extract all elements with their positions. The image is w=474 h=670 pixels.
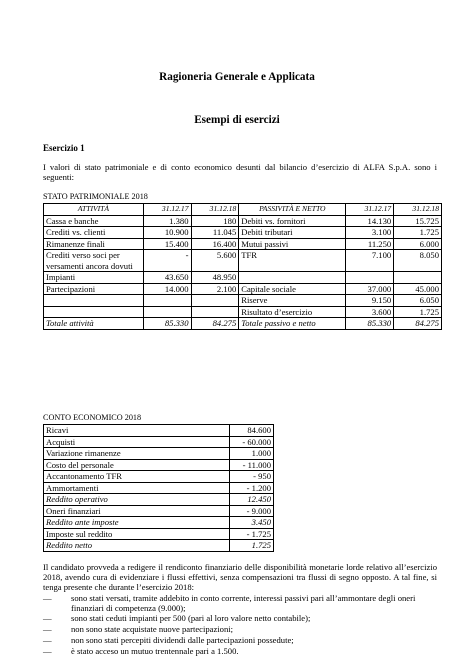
- list-item-text: è stato acceso un mutuo trentennale pari a 1.500.: [71, 646, 239, 656]
- document-subtitle: Esempi di esercizi: [194, 114, 280, 126]
- table-cell: 37.000: [346, 283, 394, 295]
- item-value: 3.450: [230, 517, 274, 529]
- table-cell: 10.900: [143, 227, 191, 239]
- income-statement-table: [43, 424, 274, 552]
- table-row: [44, 215, 442, 227]
- table-cell: Capitale sociale: [239, 283, 346, 295]
- table-cell: Cassa e banche: [44, 215, 144, 227]
- table-cell: [44, 306, 144, 318]
- list-item-text: non sono stati percepiti dividendi dalle partecipazioni possedute;: [71, 635, 294, 645]
- item-label: Ammortamenti: [44, 482, 230, 494]
- total-cell: 84.275: [191, 318, 239, 330]
- table-row: [44, 494, 274, 506]
- dash-marker: —: [43, 624, 52, 634]
- item-label: Reddito ante imposte: [44, 517, 230, 529]
- item-label: Ricavi: [44, 425, 230, 437]
- table-cell: 1.725: [394, 227, 442, 239]
- header-cell: ATTIVITÀ: [44, 204, 144, 216]
- table-cell: [394, 272, 442, 284]
- item-label: Imposte sul reddito: [44, 528, 230, 540]
- table-row: [44, 425, 274, 437]
- table-cell: [191, 295, 239, 307]
- dash-marker: —: [43, 613, 52, 623]
- table-row: [44, 459, 274, 471]
- table-row: [44, 448, 274, 460]
- table-cell: Impianti: [44, 272, 144, 284]
- table-row: [44, 482, 274, 494]
- table-cell: Mutui passivi: [239, 238, 346, 250]
- table-header-row: [44, 204, 442, 216]
- item-value: - 9.000: [230, 505, 274, 517]
- table-cell: 14.130: [346, 215, 394, 227]
- dash-marker: —: [43, 646, 52, 656]
- table-row: [44, 295, 442, 307]
- item-value: 1.000: [230, 448, 274, 460]
- table-cell: 14.000: [143, 283, 191, 295]
- table-cell: -: [143, 250, 191, 272]
- table-cell: 1.725: [394, 306, 442, 318]
- header-cell: PASSIVITÀ E NETTO: [239, 204, 346, 216]
- balance-sheet-caption: STATO PATRIMONIALE 2018: [43, 192, 148, 201]
- table-cell: [44, 295, 144, 307]
- table-cell: Risultato d’esercizio: [239, 306, 346, 318]
- item-label: Oneri finanziari: [44, 505, 230, 517]
- item-value: 12.450: [230, 494, 274, 506]
- table-cell: 180: [191, 215, 239, 227]
- table-cell: 43.650: [143, 272, 191, 284]
- item-label: Variazione rimanenze: [44, 448, 230, 460]
- list-item-text: sono stati ceduti impianti per 500 (pari al loro valore netto contabile);: [71, 613, 311, 623]
- table-cell: [143, 295, 191, 307]
- table-row: [44, 272, 442, 284]
- table-cell: Rimanenze finali: [44, 238, 144, 250]
- table-cell: 8.050: [394, 250, 442, 272]
- table-cell: 6.050: [394, 295, 442, 307]
- table-cell: 2.100: [191, 283, 239, 295]
- table-cell: 16.400: [191, 238, 239, 250]
- item-value: 1.725: [230, 540, 274, 552]
- table-cell: 3.600: [346, 306, 394, 318]
- list-item-text: sono stati versati, tramite addebito in conto corrente, interessi passivi pari all’ammontare degli oneri finanziari di competenza (9.000);: [71, 593, 416, 614]
- table-row: [44, 528, 274, 540]
- table-row: [44, 238, 442, 250]
- table-cell: Riserve: [239, 295, 346, 307]
- table-cell: [239, 272, 346, 284]
- table-row: [44, 436, 274, 448]
- header-cell: 31.12.18: [394, 204, 442, 216]
- table-row: [44, 306, 442, 318]
- table-cell: 9.150: [346, 295, 394, 307]
- header-cell: 31.12.17: [346, 204, 394, 216]
- item-value: - 60.000: [230, 436, 274, 448]
- table-row: [44, 250, 442, 272]
- list-item-text: non sono state acquistate nuove partecipazioni;: [71, 624, 234, 634]
- item-value: - 950: [230, 471, 274, 483]
- item-value: 84.600: [230, 425, 274, 437]
- total-cell: Totale attività: [44, 318, 144, 330]
- exercise-heading: Esercizio 1: [43, 143, 85, 153]
- table-cell: TFR: [239, 250, 346, 272]
- dash-marker: —: [43, 635, 52, 645]
- item-value: - 11.000: [230, 459, 274, 471]
- table-cell: Debiti tributari: [239, 227, 346, 239]
- dash-marker: —: [43, 593, 52, 603]
- document-title: Ragioneria Generale e Applicata: [159, 71, 315, 83]
- table-row: [44, 283, 442, 295]
- table-cell: 48.950: [191, 272, 239, 284]
- item-label: Reddito netto: [44, 540, 230, 552]
- table-cell: 45.000: [394, 283, 442, 295]
- table-cell: 15.725: [394, 215, 442, 227]
- table-cell: 1.380: [143, 215, 191, 227]
- table-cell: Debiti vs. fornitori: [239, 215, 346, 227]
- table-row: [44, 471, 274, 483]
- table-cell: [346, 272, 394, 284]
- header-cell: 31.12.17: [143, 204, 191, 216]
- item-value: - 1.200: [230, 482, 274, 494]
- table-cell: [143, 306, 191, 318]
- table-cell: Crediti verso soci per versamenti ancora dovuti: [44, 250, 144, 272]
- table-cell: 7.100: [346, 250, 394, 272]
- table-row: [44, 540, 274, 552]
- total-cell: 85.330: [346, 318, 394, 330]
- intro-paragraph: I valori di stato patrimoniale e di conto economico desunti dal bilancio d’esercizio di ALFA S.p.A. sono i seguenti:: [43, 162, 437, 183]
- table-cell: 11.045: [191, 227, 239, 239]
- table-cell: 6.000: [394, 238, 442, 250]
- table-row: [44, 517, 274, 529]
- income-statement-caption: CONTO ECONOMICO 2018: [43, 413, 142, 422]
- total-cell: Totale passivo e netto: [239, 318, 346, 330]
- table-cell: Crediti vs. clienti: [44, 227, 144, 239]
- total-row: [44, 318, 442, 330]
- item-label: Reddito operativo: [44, 494, 230, 506]
- table-row: [44, 227, 442, 239]
- header-cell: 31.12.18: [191, 204, 239, 216]
- table-cell: 11.250: [346, 238, 394, 250]
- table-cell: 5.600: [191, 250, 239, 272]
- table-cell: 15.400: [143, 238, 191, 250]
- total-cell: 84.275: [394, 318, 442, 330]
- table-cell: Partecipazioni: [44, 283, 144, 295]
- item-value: - 1.725: [230, 528, 274, 540]
- item-label: Costo del personale: [44, 459, 230, 471]
- instructions-paragraph: Il candidato provveda a redigere il rendiconto finanziario delle disponibilità monetarie lorde relativo all’esercizio 2018, avendo cura di evidenziare i flussi effettivi, senza compensazioni tra flussi di segno opposto. A tal fine, si tenga presente che durante l’esercizio 2018:: [43, 562, 437, 593]
- table-cell: 3.100: [346, 227, 394, 239]
- item-label: Acquisti: [44, 436, 230, 448]
- total-cell: 85.330: [143, 318, 191, 330]
- item-label: Accantonamento TFR: [44, 471, 230, 483]
- table-cell: [191, 306, 239, 318]
- balance-sheet-table: [43, 203, 442, 330]
- table-row: [44, 505, 274, 517]
